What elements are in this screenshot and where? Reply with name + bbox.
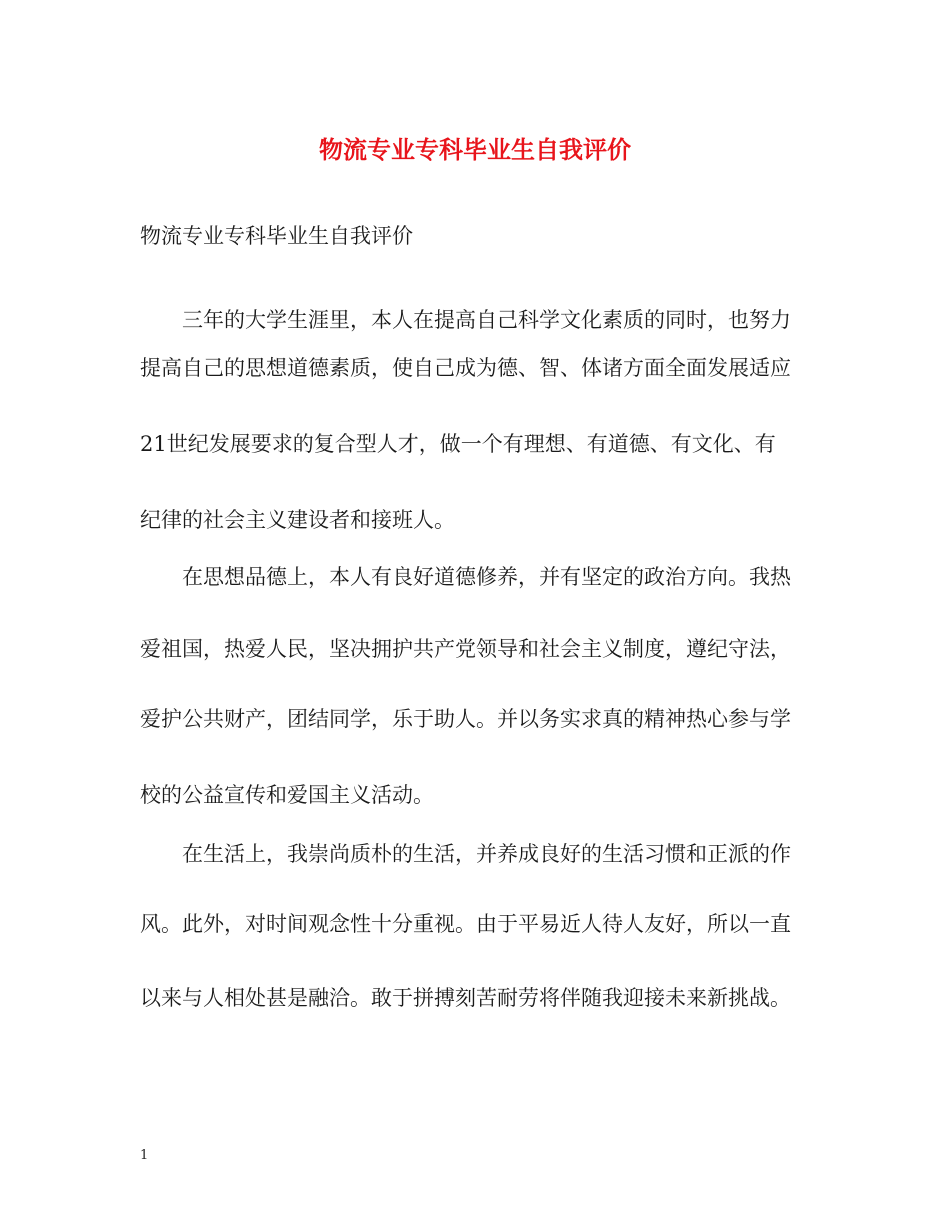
- paragraph-2-line-3: 爱护公共财产，团结同学，乐于助人。并以务实求真的精神热心参与学: [140, 707, 791, 731]
- paragraph-2-line-4: 校的公益宣传和爱国主义活动。: [140, 783, 434, 807]
- document-subtitle: 物流专业专科毕业生自我评价: [140, 224, 413, 248]
- paragraph-2-line-1: 在思想品德上，本人有良好道德修养，并有坚定的政治方向。我热: [182, 565, 791, 589]
- paragraph-1-line-3: 21世纪发展要求的复合型人才，做一个有理想、有道德、有文化、有: [140, 432, 776, 456]
- paragraph-1-line-2: 提高自己的思想道德素质，使自己成为德、智、体诸方面全面发展适应: [140, 356, 791, 380]
- paragraph-1-line-1: 三年的大学生涯里，本人在提高自己科学文化素质的同时，也努力: [182, 308, 791, 332]
- page-number: 1: [140, 1148, 149, 1163]
- paragraph-2-line-2: 爱祖国，热爱人民，坚决拥护共产党领导和社会主义制度，遵纪守法，: [140, 637, 791, 661]
- paragraph-1-line-4: 纪律的社会主义建设者和接班人。: [140, 508, 455, 532]
- document-title: 物流专业专科毕业生自我评价: [319, 135, 631, 164]
- paragraph-3-line-1: 在生活上，我崇尚质朴的生活，并养成良好的生活习惯和正派的作: [182, 842, 791, 866]
- paragraph-3-line-3: 以来与人相处甚是融洽。敢于拼搏刻苦耐劳将伴随我迎接未来新挑战。: [140, 986, 791, 1010]
- paragraph-3-line-2: 风。此外，对时间观念性十分重视。由于平易近人待人友好，所以一直: [140, 912, 791, 936]
